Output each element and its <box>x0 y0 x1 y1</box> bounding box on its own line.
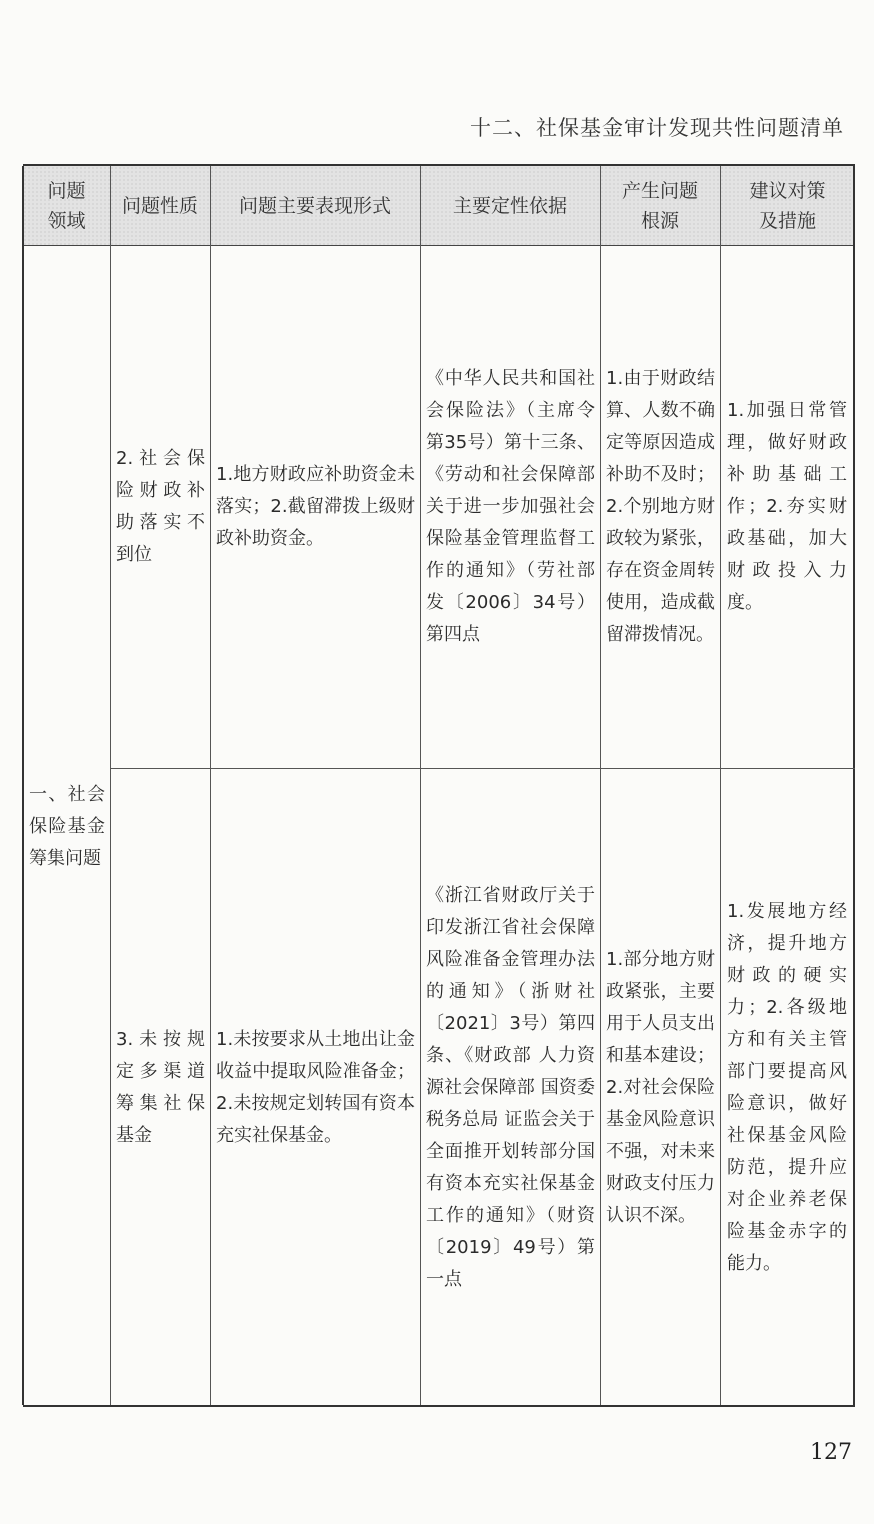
row1-measures: 1.加强日常管理，做好财政补助基础工作；2.夯实财政基础，加大财政投入力度。 <box>727 400 847 613</box>
domain-cell: 一、社会保险基金筹集问题 <box>29 783 105 869</box>
row1-forms: 1.地方财政应补助资金未落实；2.截留滞拨上级财政补助资金。 <box>216 464 415 549</box>
issue-table <box>23 164 855 1407</box>
header-cause: 产生问题根源 <box>600 166 720 246</box>
row2-nature: 3.未按规定多渠道筹集社保基金 <box>116 1029 205 1146</box>
header-nature: 问题性质 <box>110 166 210 246</box>
row1-nature: 2.社会保险财政补助落实不到位 <box>116 448 205 565</box>
row2-measures: 1.发展地方经济，提升地方财政的硬实力；2.各级地方和有关主管部门要提高风险意识，做好社保基金风险防范，提升应对企业养老保险基金赤字的能力。 <box>727 901 847 1274</box>
header-measures: 建议对策及措施 <box>720 166 855 246</box>
row2-cause: 1.部分地方财政紧张，主要用于人员支出和基本建设；2.对社会保险基金风险意识不强，对未来财政支付压力认识不深。 <box>606 949 715 1226</box>
row1-basis: 《中华人民共和国社会保险法》（主席令第35号）第十三条、《劳动和社会保障部关于进一步加强社会保险基金管理监督工作的通知》（劳社部发〔2006〕34号）第四点 <box>426 368 595 645</box>
row1-cause: 1.由于财政结算、人数不确定等原因造成补助不及时；2.个别地方财政较为紧张，存在资金周转使用，造成截留滞拨情况。 <box>606 368 715 645</box>
header-domain: 问题领域 <box>23 166 110 246</box>
page-title: 十二、社保基金审计发现共性问题清单 <box>470 116 844 140</box>
row2-basis: 《浙江省财政厅关于印发浙江省社会保障风险准备金管理办法的通知》（浙财社〔2021〕3号）第四条、《财政部 人力资源社会保障部 国资委 税务总局 证监会关于全面推开划转部分国有资本充实社保基金工作的通知》（财资〔2019〕49号）第一点 <box>426 885 595 1290</box>
table-border-left <box>22 166 24 1405</box>
page-number: 127 <box>810 1440 852 1465</box>
header-basis: 主要定性依据 <box>420 166 600 246</box>
table-border-right <box>853 166 855 1405</box>
header-forms: 问题主要表现形式 <box>210 166 420 246</box>
row2-forms: 1.未按要求从土地出让金收益中提取风险准备金；2.未按规定划转国有资本充实社保基金。 <box>216 1029 415 1146</box>
